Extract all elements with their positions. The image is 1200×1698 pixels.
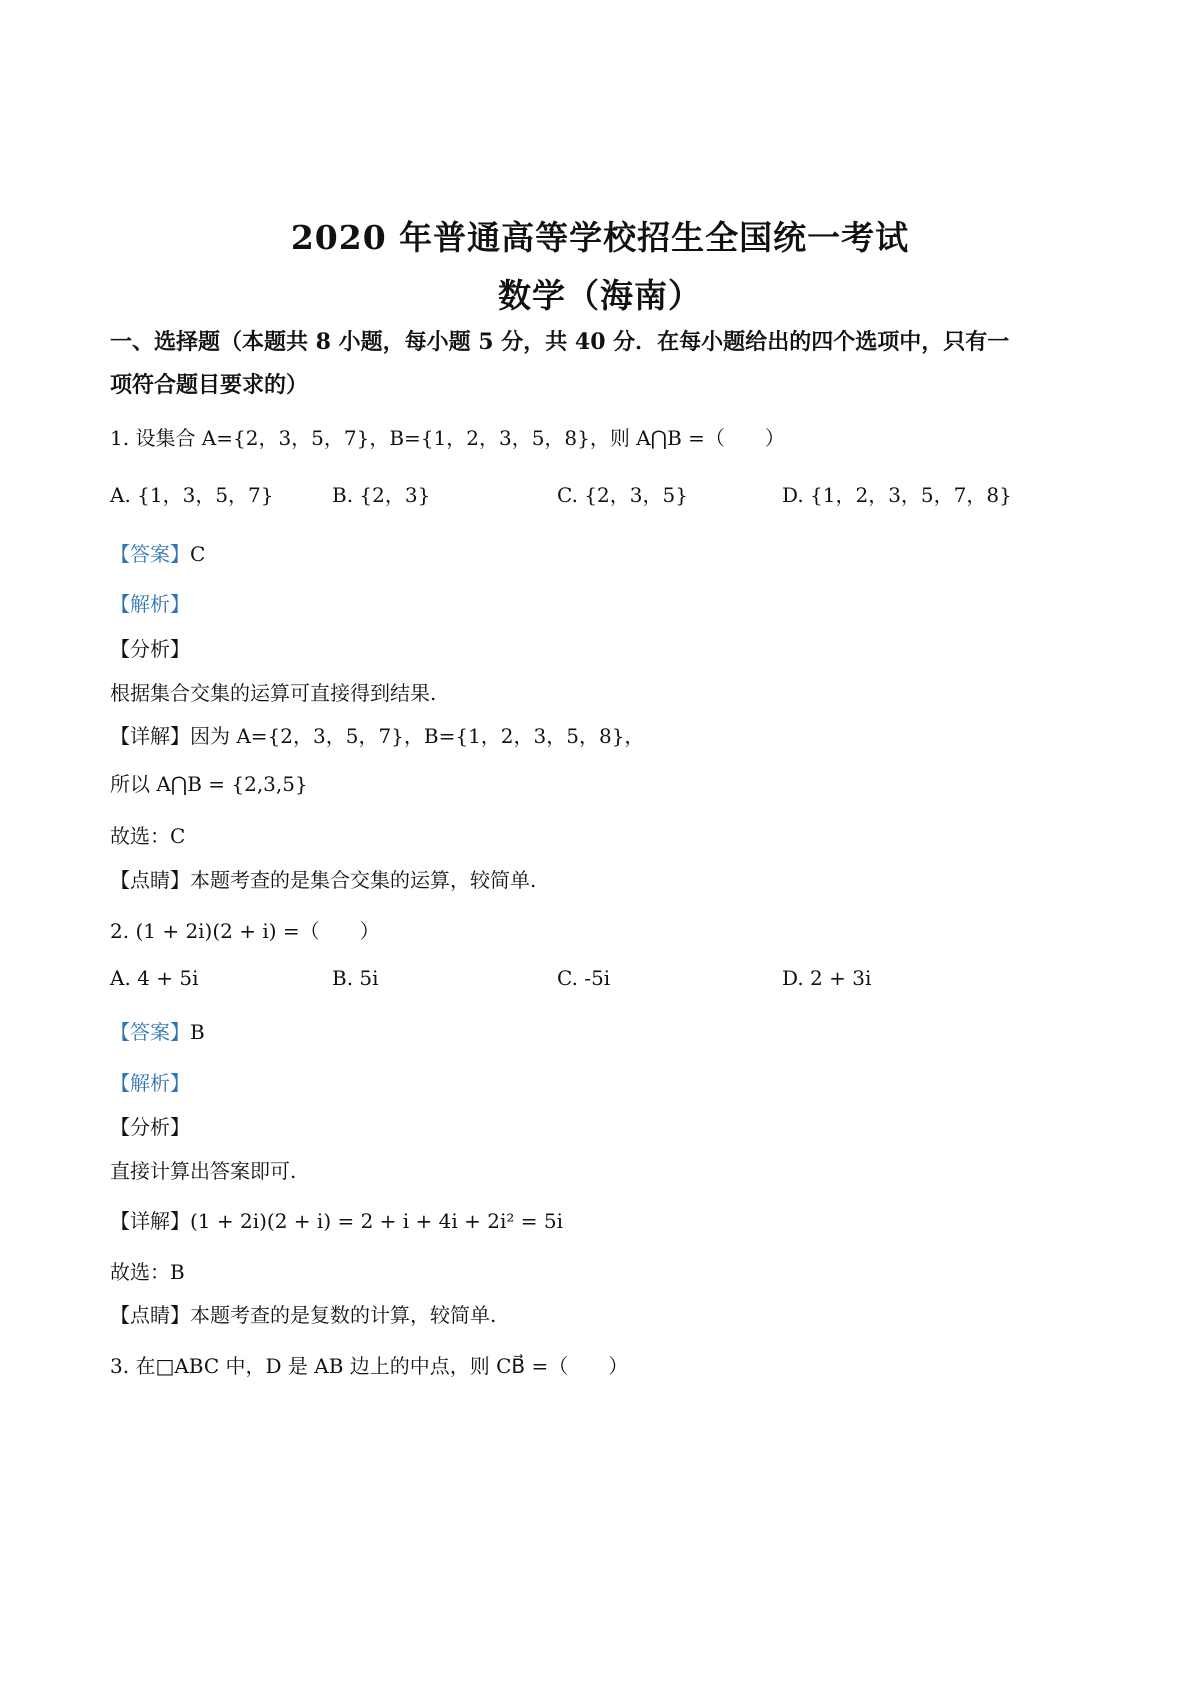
- question-1-fenxi-text: 根据集合交集的运算可直接得到结果.: [110, 681, 437, 705]
- question-2-xiangjie: 【详解】(1 + 2i)(2 + i) = 2 + i + 4i + 2i² = 5i: [110, 1209, 563, 1233]
- answer-value: B: [190, 1020, 205, 1044]
- question-2-option-d: D. 2 + 3i: [782, 966, 872, 990]
- page-title: 2020 年普通高等学校招生全国统一考试: [290, 218, 910, 257]
- question-1-dianjing: 【点睛】本题考查的是集合交集的运算，较简单.: [110, 868, 537, 892]
- question-2-guxuan: 故选：B: [110, 1260, 185, 1284]
- question-1-jiexi-label: 【解析】: [110, 592, 190, 616]
- question-1-fenxi-label: 【分析】: [110, 637, 190, 661]
- question-2-option-b: B. 5i: [332, 966, 379, 990]
- question-1-option-a: A. {1，3，5，7}: [110, 483, 274, 507]
- answer-label: 【答案】: [110, 1020, 190, 1044]
- question-2-stem: 2. (1 + 2i)(2 + i) =（ ）: [110, 919, 380, 943]
- question-2-fenxi-label: 【分析】: [110, 1115, 190, 1139]
- section-heading-line-1: 一、选择题（本题共 8 小题，每小题 5 分，共 40 分．在每小题给出的四个选项中，只有一: [110, 329, 1010, 355]
- question-2-jiexi-label: 【解析】: [110, 1071, 190, 1095]
- question-1-xiangjie: 【详解】因为 A={2，3，5，7}，B={1，2，3，5，8}，: [110, 724, 645, 748]
- question-2-answer: [110, 1016, 205, 1045]
- question-1-option-b: B. {2，3}: [332, 483, 431, 507]
- section-heading-line-2: 项符合题目要求的）: [110, 372, 309, 398]
- question-2-option-c: C. -5i: [557, 966, 611, 990]
- question-1-guxuan: 故选：C: [110, 824, 186, 848]
- question-1-option-c: C. {2，3，5}: [557, 483, 688, 507]
- page-subtitle: 数学（海南）: [498, 276, 702, 315]
- question-1-option-d: D. {1，2，3，5，7，8}: [782, 483, 1012, 507]
- question-3-stem: 3. 在□ABC 中，D 是 AB 边上的中点，则 CB⃗ =（ ）: [110, 1354, 629, 1378]
- question-2-option-a: A. 4 + 5i: [110, 966, 199, 990]
- question-1-stem: 1. 设集合 A={2，3，5，7}，B={1，2，3，5，8}，则 A⋂B =（ ）: [110, 426, 785, 450]
- question-1-xiangjie-2: 所以 A⋂B = {2,3,5}: [110, 772, 308, 796]
- answer-value: C: [190, 542, 206, 566]
- question-1-answer: [110, 538, 205, 567]
- answer-label: 【答案】: [110, 542, 190, 566]
- question-2-fenxi-text: 直接计算出答案即可.: [110, 1159, 297, 1183]
- question-2-dianjing: 【点睛】本题考查的是复数的计算，较简单.: [110, 1303, 497, 1327]
